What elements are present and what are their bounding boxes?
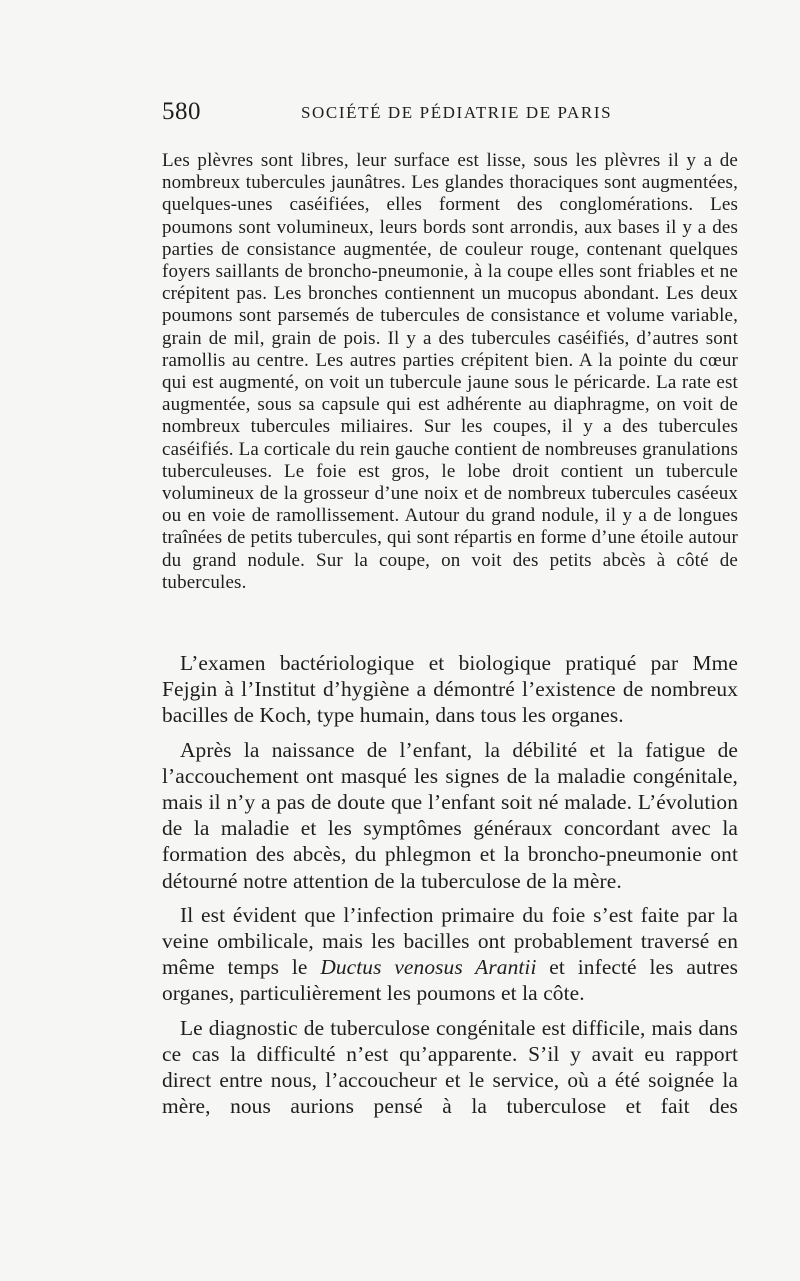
page-number: 580 [162, 98, 201, 125]
autopsy-findings-paragraph: Les plèvres sont libres, leur surface est lisse, sous les plèvres il y a de nombreux tubercules jaunâtres. Les glandes thoraciques sont augmentées, quelques-unes caséifiées, elles forment des conglomérations. Les poumons sont volumineux, leurs bords sont arrondis, aux bases il y a des parties de consistance augmentée, de couleur rouge, contenant quelques foyers saillants de broncho-pneumonie, à la coupe elles sont friables et ne crépitent pas. Les bronches contiennent un mucopus abondant. Les deux poumons sont parsemés de tubercules de consistance et volume variable, grain de mil, grain de pois. Il y a des tubercules caséifiés, d’autres sont ramollis au centre. Les autres parties crépitent bien. A la pointe du cœur qui est augmenté, on voit un tubercule jaune sous le péricarde. La rate est augmentée, sous sa capsule qui est adhérente au diaphragme, on voit de nombreux tubercules miliaires. Sur les coupes, il y a des tubercules caséifiés. La corticale du rein gauche contient de nombreuses granulations tuberculeuses. Le foie est gros, le lobe droit contient un tubercule volumineux de la grosseur d’une noix et de nombreux tubercules caséeux ou en voie de ramollissement. Autour du grand nodule, il y a de longues traînées de petits tubercules, qui sont répartis en forme d’une étoile autour du grand nodule. Sur la coupe, on voit des petits abcès à côté de tubercules. [162, 150, 738, 593]
paragraph-infection-start: Il est évident que l’infection primaire du foie s’est faite par la veine ombilicale, mais les bacilles ont probablement traversé en même temps le [162, 902, 738, 980]
paragraph-birth: Après la naissance de l’enfant, la débilité et la fatigue de l’accouchement ont masqué les signes de la maladie congénitale, mais il n’y a pas de doute que l’enfant soit né malade. L’évolution de la maladie et les symptômes généraux concordant avec la formation des abcès, du phlegmon et la broncho-pneumonie ont détourné notre attention de la tuberculose de la mère. [162, 737, 738, 893]
main-text [162, 650, 738, 1127]
running-head: SOCIÉTÉ DE PÉDIATRIE DE PARIS [301, 103, 613, 122]
paragraph-bacteriology: L’examen bactériologique et biologique pratiqué par Mme Fejgin à l’Institut d’hygiène a démontré l’existence de nombreux bacilles de Koch, type humain, dans tous les organes. [162, 651, 738, 728]
latin-term: Ductus venosus Arantii [320, 955, 537, 980]
paragraph-diagnosis: Le diagnostic de tuberculose congénitale est difficile, mais dans ce cas la difficulté n’est qu’apparente. S’il y avait eu rapport direct entre nous, l’accoucheur et le service, où a été soignée la mère, nous aurions pensé à la tuberculose et fait des [162, 1015, 738, 1119]
page-header [162, 98, 738, 138]
paragraph-infection-end: et infecté les autres organes, particulièrement les poumons et la côte. [162, 955, 738, 1006]
paragraph-infection [162, 902, 738, 1007]
